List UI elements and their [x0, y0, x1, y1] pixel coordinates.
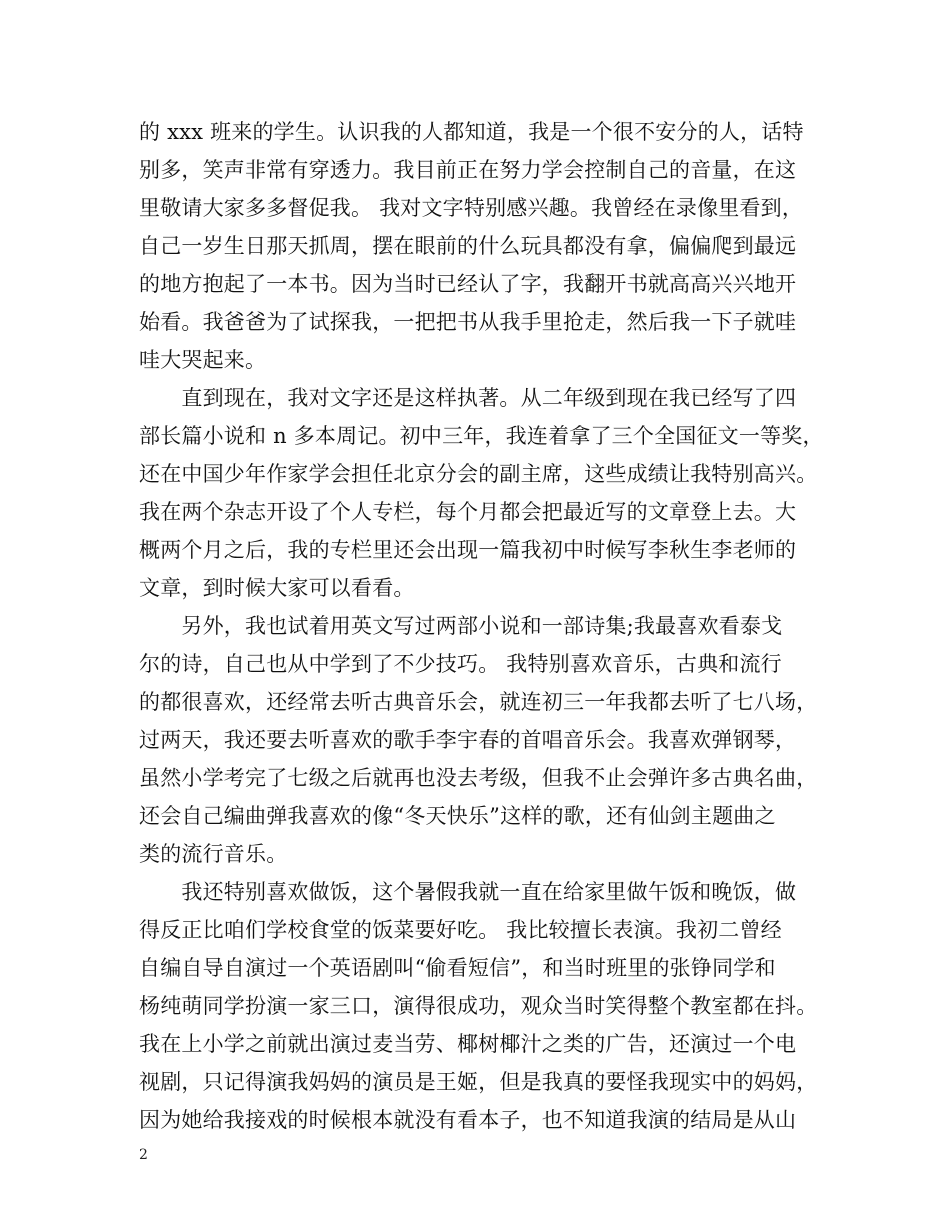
text-line: 虽然小学考完了七级之后就再也没去考级，但我不止会弹许多古典名曲，	[139, 766, 818, 790]
text-line: 另外，我也试着用英文写过两部小说和一部诗集;我最喜欢看泰戈	[139, 614, 783, 638]
text-line: 因为她给我接戏的时候根本就没有看本子，也不知道我演的结局是从山	[139, 1108, 797, 1132]
body-text	[139, 113, 829, 1139]
text-line: 杨纯萌同学扮演一家三口，演得很成功，观众当时笑得整个教室都在抖。	[139, 994, 818, 1018]
text-line: 我在上小学之前就出演过麦当劳、椰树椰汁之类的广告，还演过一个电	[139, 1032, 797, 1056]
text-line: 里敬请大家多多督促我。 我对文字特别感兴趣。我曾经在录像里看到，	[139, 196, 804, 220]
text-line: 文章，到时候大家可以看看。	[139, 576, 415, 600]
text-line: 类的流行音乐。	[139, 842, 288, 866]
text-line: 自编自导自演过一个英语剧叫“偷看短信”，和当时班里的张铮同学和	[139, 956, 776, 980]
text-line: 我还特别喜欢做饭，这个暑假我就一直在给家里做午饭和晚饭，做	[139, 880, 797, 904]
text-line: 视剧，只记得演我妈妈的演员是王姬，但是我真的要怪我现实中的妈妈，	[139, 1070, 818, 1094]
text-line: 还会自己编曲弹我喜欢的像“冬天快乐”这样的歌，还有仙剑主题曲之	[139, 804, 776, 828]
page-number: 2	[139, 1147, 148, 1163]
text-line: 部长篇小说和 n 多本周记。初中三年，我连着拿了三个全国征文一等奖，	[139, 424, 824, 448]
text-line: 还在中国少年作家学会担任北京分会的副主席，这些成绩让我特别高兴。	[139, 462, 818, 486]
text-line: 我在两个杂志开设了个人专栏，每个月都会把最近写的文章登上去。大	[139, 500, 797, 524]
text-line: 尔的诗，自己也从中学到了不少技巧。 我特别喜欢音乐，古典和流行	[139, 652, 782, 676]
text-line: 哇大哭起来。	[139, 348, 267, 372]
text-line: 别多，笑声非常有穿透力。我目前正在努力学会控制自己的音量，在这	[139, 158, 797, 182]
text-line: 得反正比咱们学校食堂的饭菜要好吃。 我比较擅长表演。我初二曾经	[139, 918, 782, 942]
text-line: 过两天，我还要去听喜欢的歌手李宇春的首唱音乐会。我喜欢弹钢琴，	[139, 728, 797, 752]
text-line: 的地方抱起了一本书。因为当时已经认了字，我翻开书就高高兴兴地开	[139, 272, 797, 296]
text-line: 的都很喜欢，还经常去听古典音乐会，就连初三一年我都去听了七八场，	[139, 690, 818, 714]
text-line: 直到现在，我对文字还是这样执著。从二年级到现在我已经写了四	[139, 386, 797, 410]
text-line: 自己一岁生日那天抓周，摆在眼前的什么玩具都没有拿，偏偏爬到最远	[139, 234, 797, 258]
text-line: 概两个月之后，我的专栏里还会出现一篇我初中时候写李秋生李老师的	[139, 538, 797, 562]
text-line: 始看。我爸爸为了试探我，一把把书从我手里抢走，然后我一下子就哇	[139, 310, 797, 334]
text-line: 的 xxx 班来的学生。认识我的人都知道，我是一个很不安分的人，话特	[139, 120, 804, 144]
